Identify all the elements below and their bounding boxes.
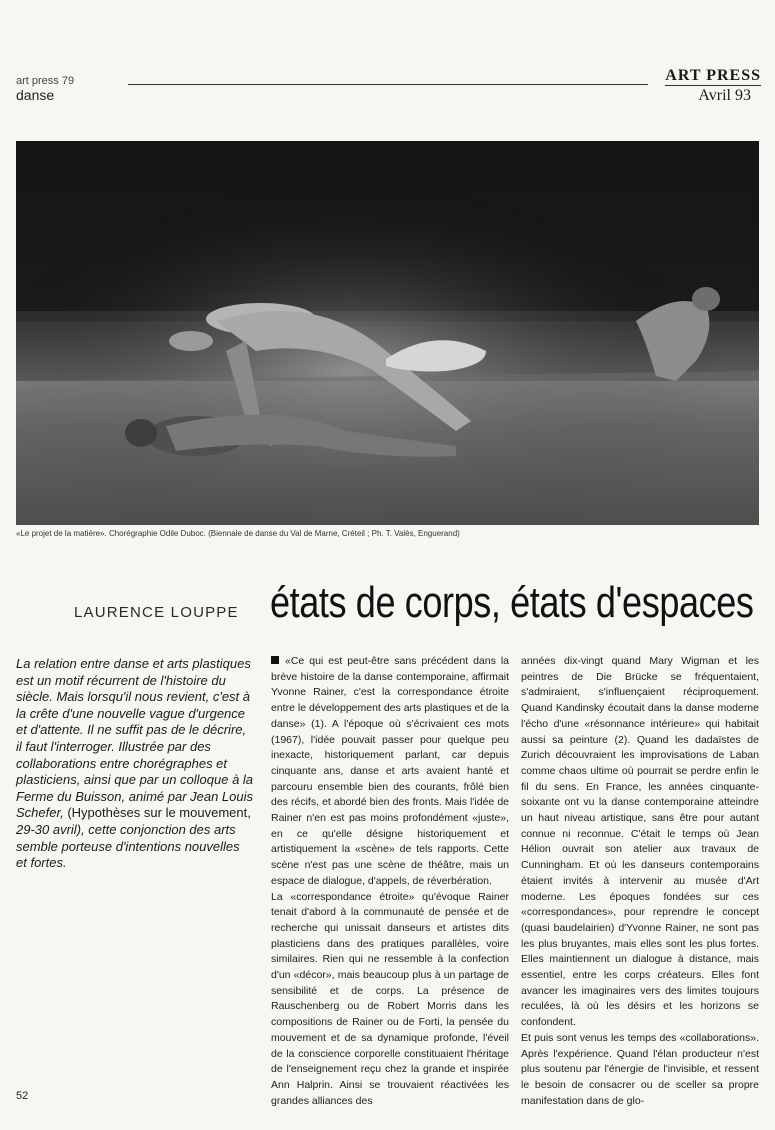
masthead — [665, 66, 761, 106]
dance-photograph — [16, 141, 759, 525]
issue-ref: art press 79 — [16, 75, 75, 87]
author-name: LAURENCE LOUPPE — [74, 604, 239, 621]
page-number: 52 — [16, 1090, 29, 1102]
paragraph: La «correspondance étroite» qu'évoque Rainer tenait d'abord à la communauté de pensée et de recherche qui unissait danseurs et artistes dits plasticiens dans des pratiques parallèles, voire similaires. Rien qui ne ressemble à la confection d'un «décor», mais beaucoup plus à un partage de sensibilité et de corps. La présence de Rauschenberg ou de Robert Morris dans les compositions de Rainer ou de Forti, la pensée du mouvement et de sa dynamique profonde, l'éveil de la conscience corporelle constituaient l'héritage de l'enseignement reçu chez la grande et inspirée Ann Halprin. Ainsi se trouvaient réactivées les grandes alliances des — [271, 890, 509, 1107]
section-label: danse — [16, 87, 55, 103]
lead-text-c: 29-30 avril), cette conjonction des arts semble porteuse d'intentions nouvelles et fortes. — [16, 821, 240, 871]
body-column-1 — [271, 654, 509, 1109]
paragraph-text: «Ce qui est peut-être sans précédent dans la brève histoire de la danse contemporaine, affirmait Yvonne Rainer, c'est la correspondance étroite entre le développement des arts plastiques et de la danse» (1). A l'époque où s'écrivaient ces mots (1967), l'idée pouvait passer pour quelque peu inexacte, historiquement parlant, car depuis cinquante ans, danse et arts avaient hanté et parcouru ensemble bien des courants, frôlé bien des récifs, et abordé bien des fronts. Mais l'idée de Rainer n'en est pas moins profondément «juste», en ce qu'elle désigne historiquement et artistiquement la «scène» de tels rapports. Cette scène n'est pas une scène de théâtre, mais un espace de dialogue, d'appels, de réverbération. — [271, 655, 509, 887]
photo-caption: «Le projet de la matière». Chorégraphie Odile Duboc. (Biennale de danse du Val de Marne, Créteil ; Ph. T. Valès, Enguerand) — [16, 529, 460, 538]
article-title: états de corps, états d'espaces — [270, 578, 754, 627]
dance-photograph-image — [16, 141, 759, 525]
paragraph: Et puis sont venus les temps des «collaborations». Après l'expérience. Quand l'élan producteur n'est plus soutenu par l'énergie de l'invisible, et ressent le besoin de consacrer ou de sceller sa propre manifestation dans de glo- — [521, 1031, 759, 1107]
header-rule — [128, 84, 648, 85]
magazine-name: ART PRESS — [665, 67, 761, 84]
paragraph — [271, 654, 509, 890]
lead-text-a: La relation entre danse et arts plastiques est un motif récurrent de l'histoire du siècle. Mais lorsqu'il nous revient, c'est à la crête d'une nouvelle vague d'urgence et d'attente. Il ne suffit pas de le décrire, il faut l'interroger. Illustrée par des collaborations entre chorégraphes et plasticiens, ainsi que par un colloque à la Ferme du Buisson, animé par Jean Louis Schefer, — [16, 656, 254, 821]
lead-text-b: (Hypothèses sur le mouvement, — [67, 805, 251, 821]
paragraph: années dix-vingt quand Mary Wigman et les peintres de Die Brücke se fréquentaient, s'admiraient, s'influençaient réciproquement. Quand Kandinsky écoutait dans la danse moderne l'écho d'une «résonnance intérieure» qui habitait aussi sa peinture (2). Quand les dadaïstes de Zurich découvraient les improvisations de Laban comme chaos ultime où pourrait se perdre enfin le fil du sens. En France, les années cinquante-soixante ont vu la danse contemporaine atteindre un haut niveau artistique, sans être pour autant connue ni reconnue. C'était le temps où Jean Hélion ouvrait son atelier aux travaux de Cunningham. Et où les danseurs contemporains étaient invités à intervenir au musée d'Art moderne. Les époques fondées sur ces «correspondances», pour reprendre le concept (quasi baudelairien) d'Yvonne Rainer, ne sont pas les plus bruyantes, mais elles sont les plus fortes. Elles maintiennent un dialogue à distance, mais essentiel, entre les corps créateurs. Elles font avancer les imaginaires vers des limites toujours reculées, là où les désirs et les horizons se confondent. — [521, 655, 759, 1029]
square-bullet-icon — [271, 656, 279, 664]
running-header — [16, 76, 74, 103]
issue-date: Avril 93 — [698, 87, 751, 104]
body-column-2 — [521, 654, 759, 1109]
article-lead — [16, 656, 254, 872]
